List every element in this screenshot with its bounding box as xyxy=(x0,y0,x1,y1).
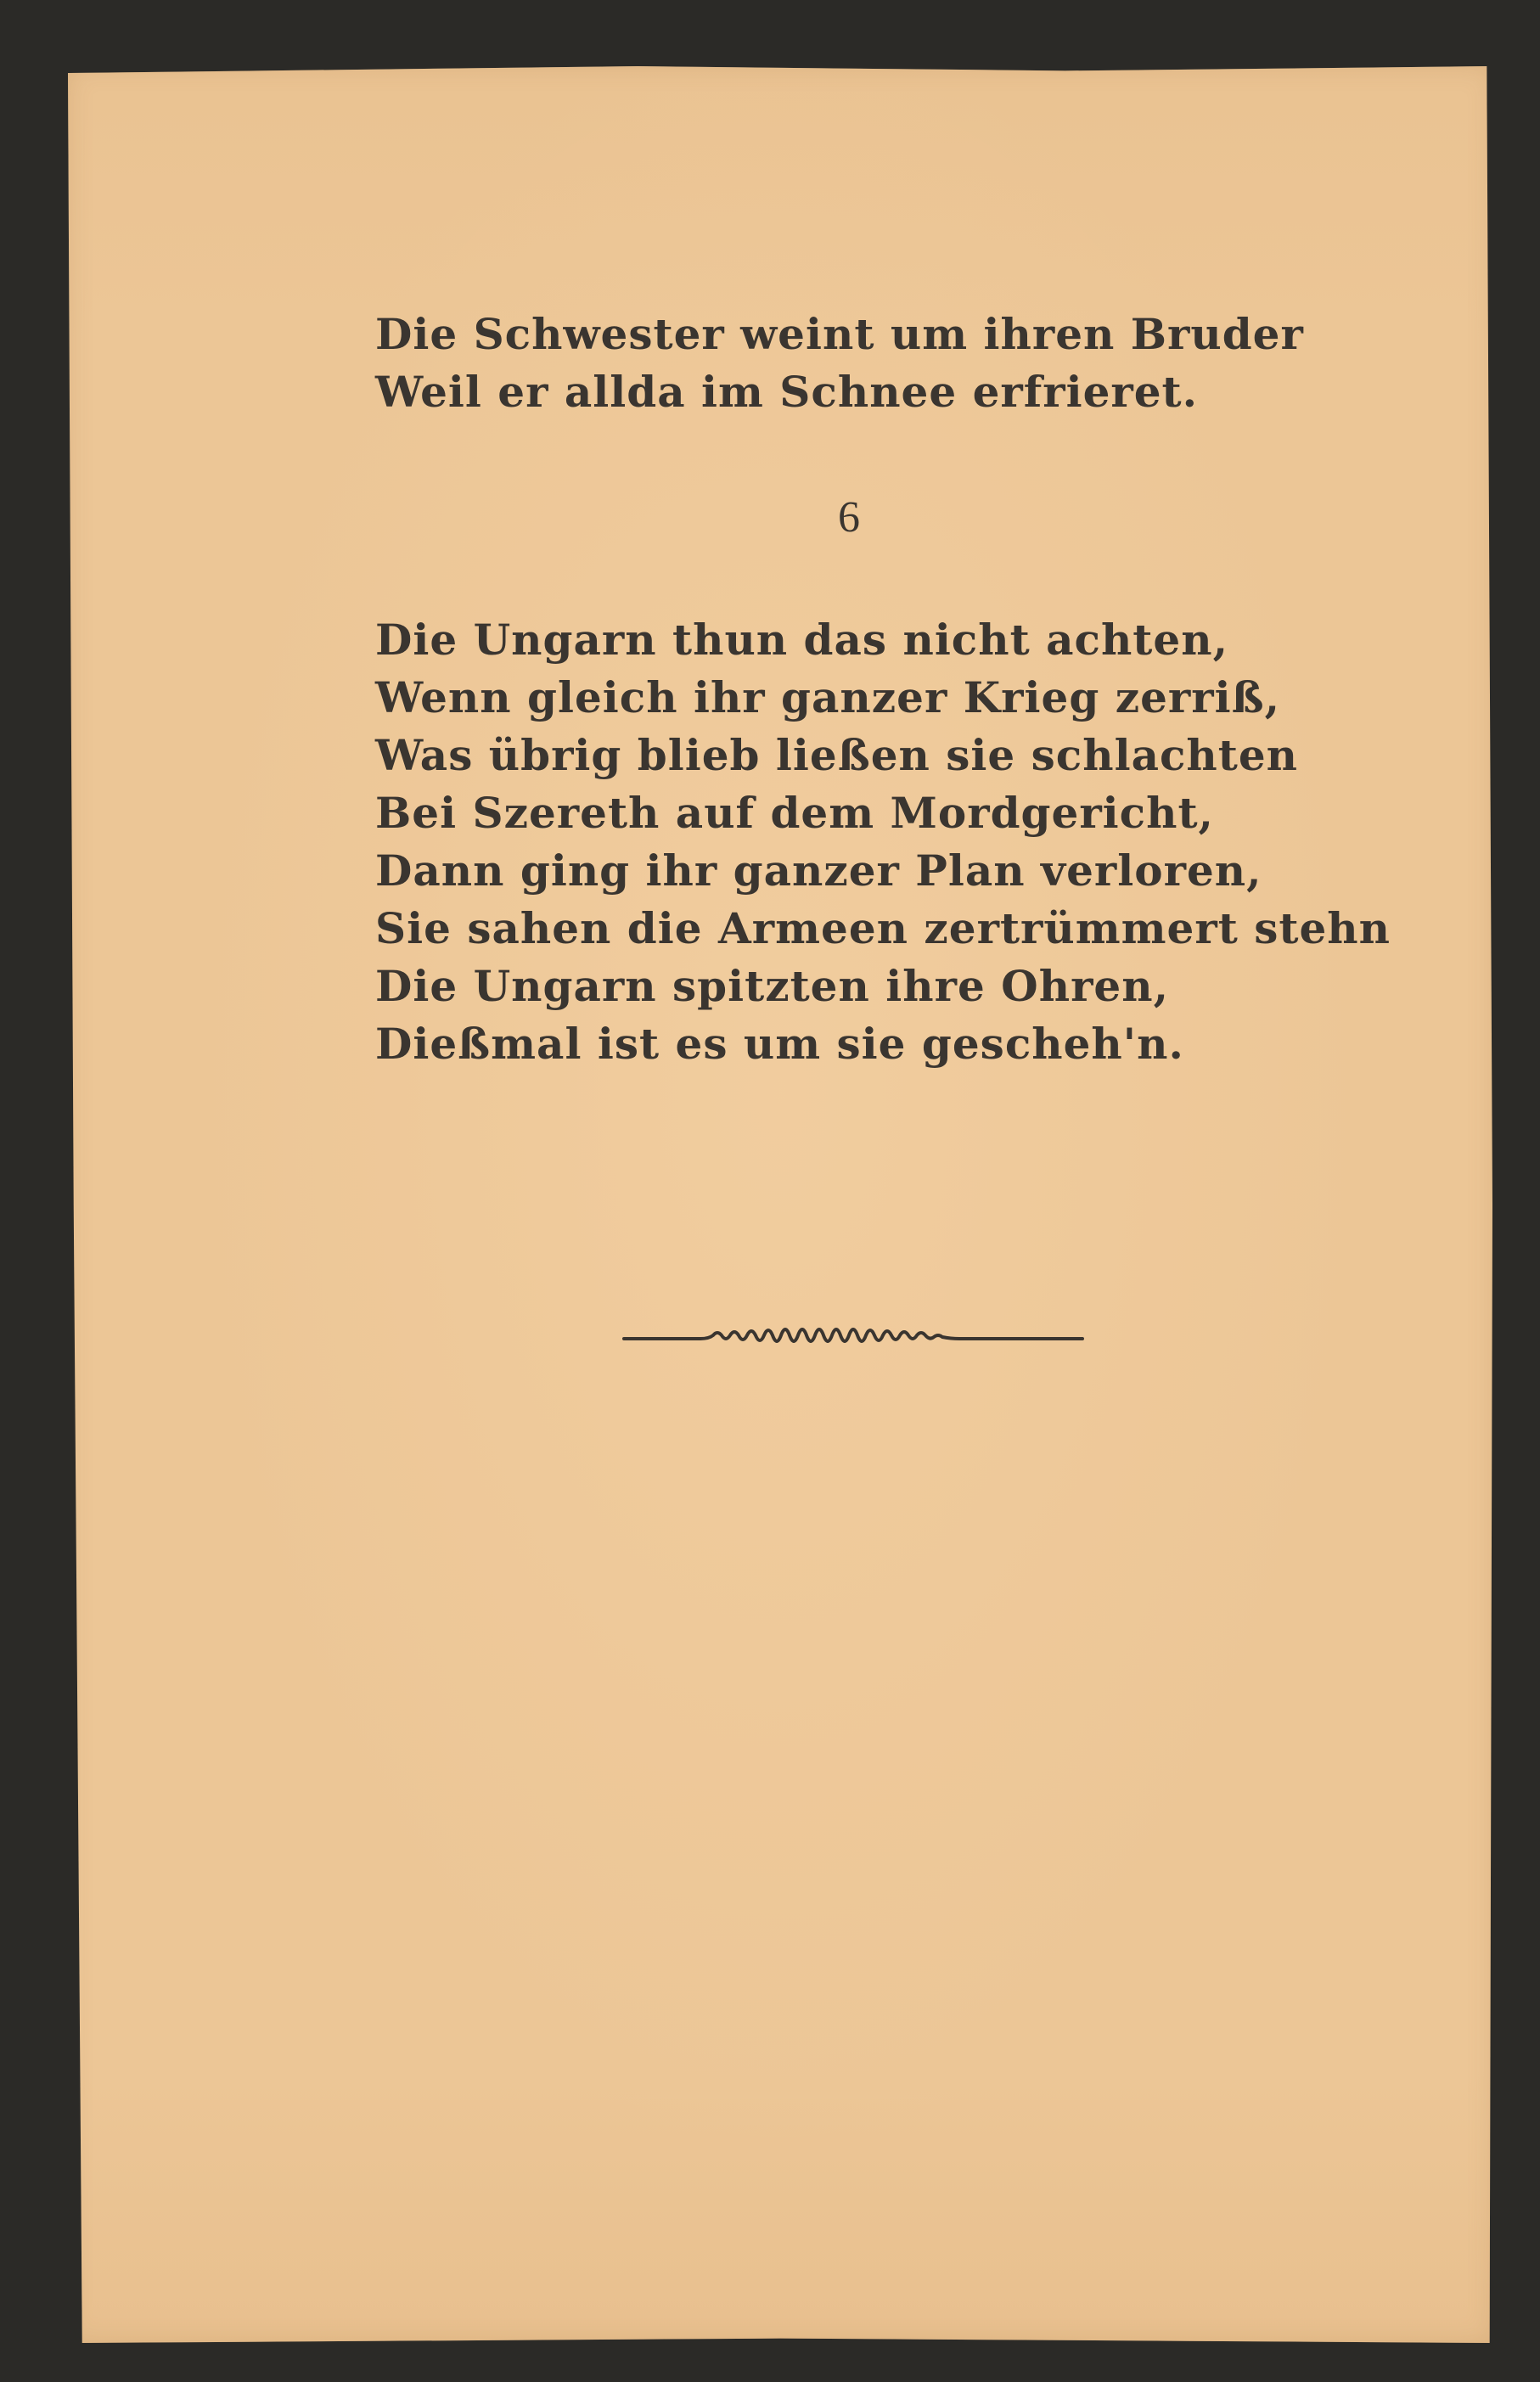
verse-line: Dann ging ihr ganzer Plan verloren, xyxy=(375,845,1262,896)
verse-line: Dießmal ist es um sie gescheh'n. xyxy=(375,1019,1184,1069)
verse-line: Die Ungarn thun das nicht achten, xyxy=(375,615,1228,665)
verse-line: Die Ungarn spitzten ihre Ohren, xyxy=(375,961,1169,1011)
stanza-number: 6 xyxy=(838,493,860,542)
verse-line: Sie sahen die Armeen zertrümmert stehn xyxy=(375,903,1391,953)
verse-line: Weil er allda im Schnee erfrieret. xyxy=(375,367,1199,417)
stanza-6 xyxy=(375,611,1391,1073)
verse-line: Wenn gleich ihr ganzer Krieg zerriß, xyxy=(375,672,1280,722)
stanza-5-ending xyxy=(375,306,1377,421)
verse-line: Bei Szereth auf dem Mordgericht, xyxy=(375,788,1214,838)
wavy-line-ornament-icon xyxy=(620,1320,1087,1354)
verse-line: Was übrig blieb ließen sie schlachten xyxy=(375,730,1299,780)
verse-line: Die Schwester weint um ihren Bruder xyxy=(375,309,1304,359)
